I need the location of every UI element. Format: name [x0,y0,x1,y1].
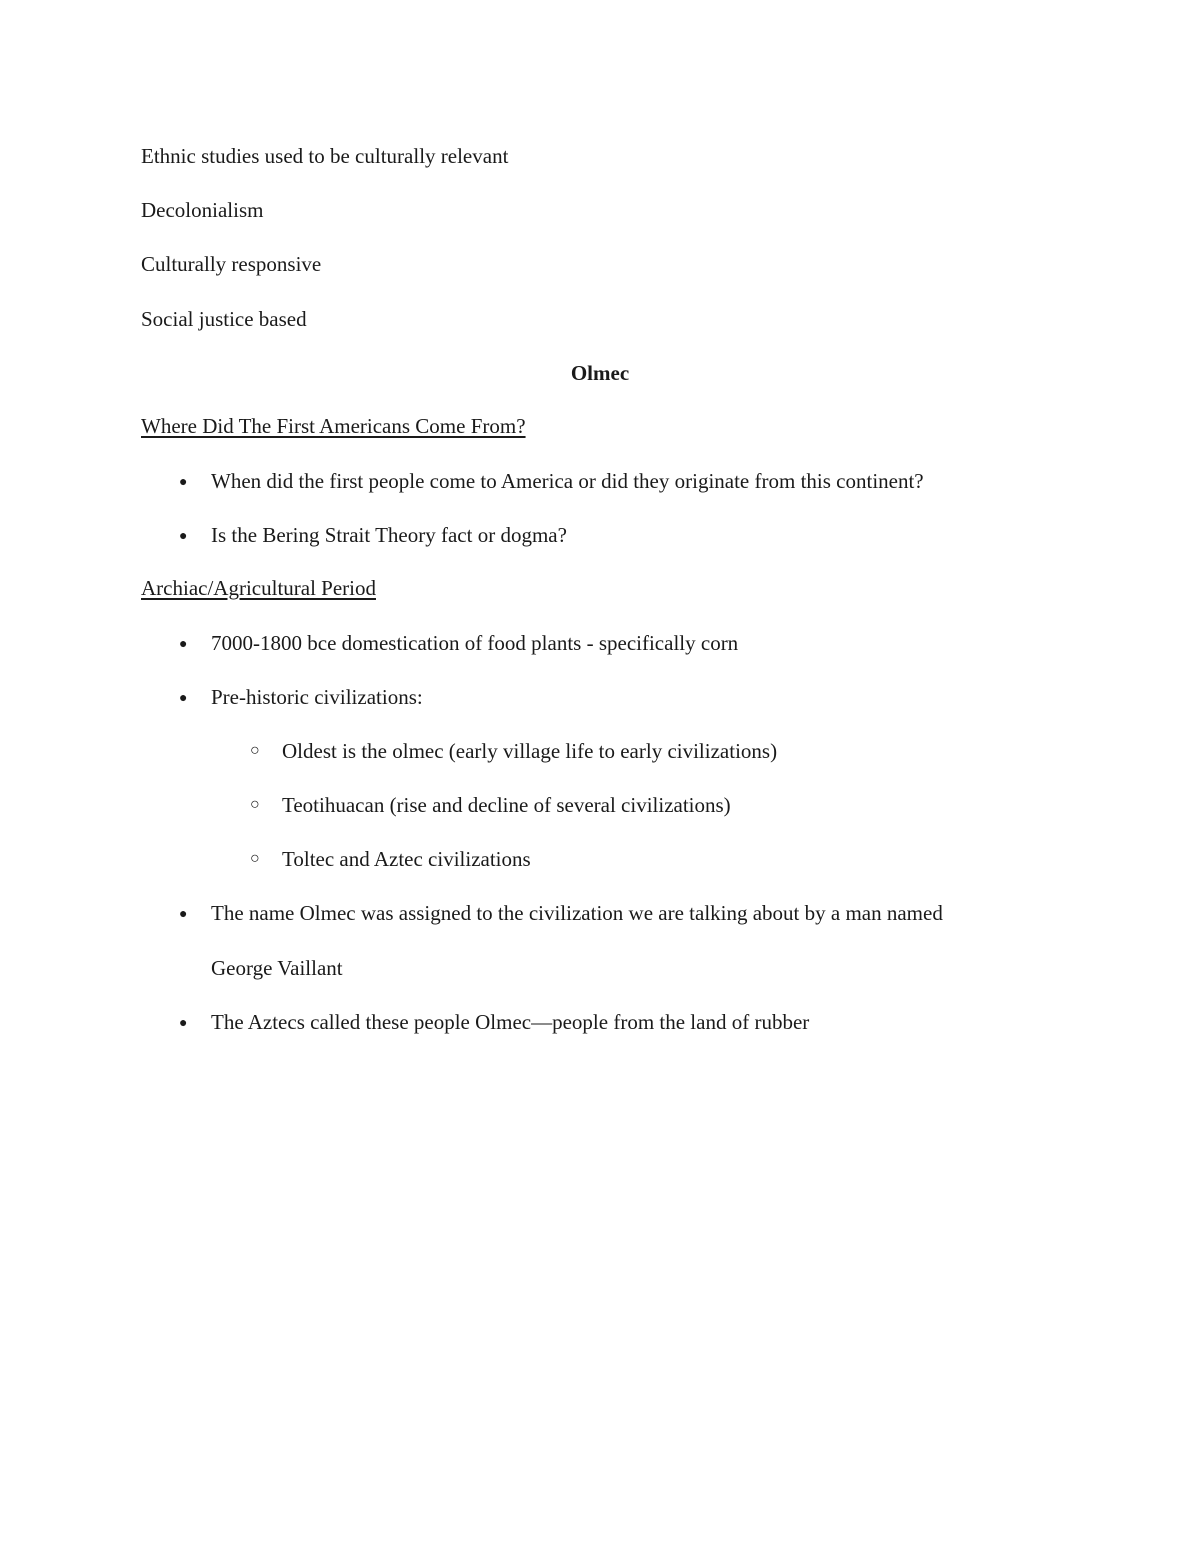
list-item: 7000-1800 bce domestication of food plants - specifically corn [211,631,739,655]
subbullet-icon: ○ [250,742,260,759]
bullet-icon: ● [179,475,188,490]
sub-list-item: Teotihuacan (rise and decline of several civilizations) [282,793,731,817]
list-item: Is the Bering Strait Theory fact or dogma? [211,523,567,547]
subbullet-icon: ○ [250,850,260,867]
paragraph-decolonialism: Decolonialism [141,198,264,222]
bullet-icon: ● [179,691,188,706]
list-item: When did the first people come to America or did they originate from this continent? [211,469,924,493]
paragraph-culturally-responsive: Culturally responsive [141,252,322,276]
sub-list-item: Oldest is the olmec (early village life to early civilizations) [282,739,778,763]
bullet-icon: ● [179,529,188,544]
subbullet-icon: ○ [250,796,260,813]
section-heading-agricultural-period: Archiac/Agricultural Period [141,576,376,600]
list-item: The Aztecs called these people Olmec—people from the land of rubber [211,1010,810,1034]
sub-list-item: Toltec and Aztec civilizations [282,847,531,871]
section-heading-first-americans: Where Did The First Americans Come From? [141,414,526,438]
paragraph-ethnic-studies: Ethnic studies used to be culturally relevant [141,144,509,168]
page-title: Olmec [570,361,630,385]
list-item: Pre-historic civilizations: [211,685,423,709]
paragraph-social-justice: Social justice based [141,307,307,331]
list-item-continuation: George Vaillant [211,956,343,980]
bullet-icon: ● [179,907,188,922]
list-item: The name Olmec was assigned to the civilization we are talking about by a man named [211,901,943,925]
bullet-icon: ● [179,637,188,652]
bullet-icon: ● [179,1016,188,1031]
